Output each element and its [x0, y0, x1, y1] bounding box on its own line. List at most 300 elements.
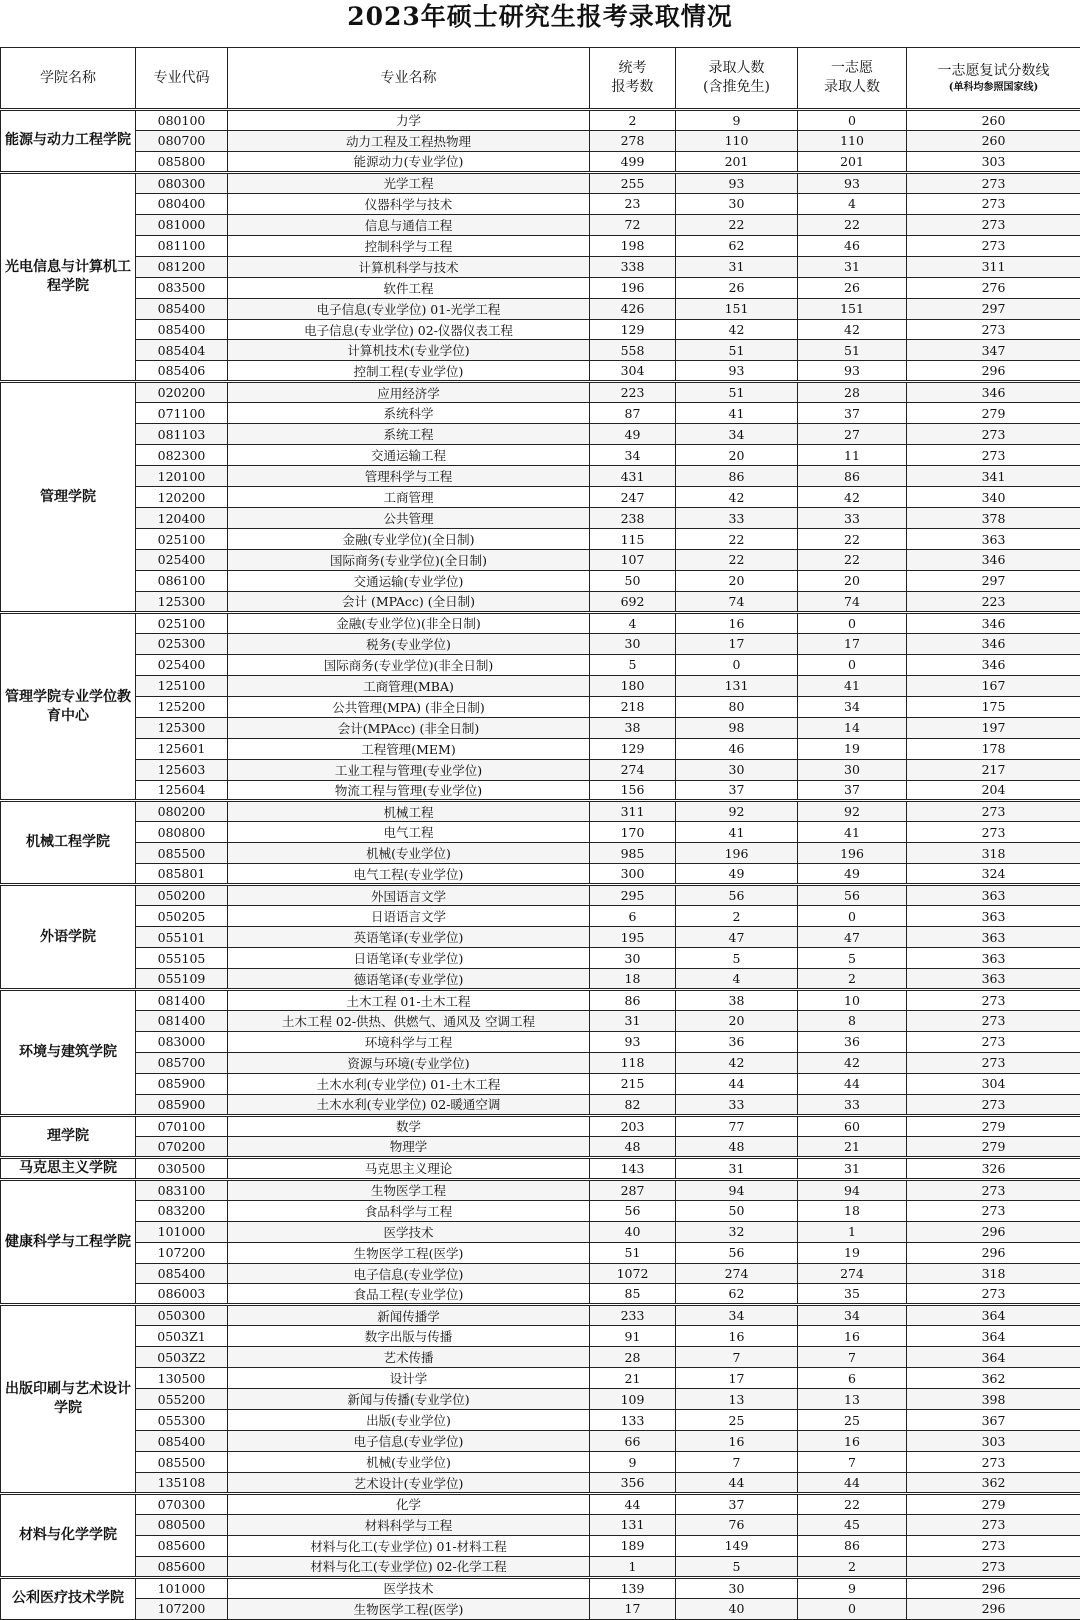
applicants-cell: 203 — [590, 1115, 676, 1136]
code-cell: 107200 — [136, 1598, 228, 1619]
admitted-cell: 20 — [676, 1010, 798, 1031]
code-cell: 083200 — [136, 1200, 228, 1221]
first-choice-cell: 37 — [798, 403, 907, 424]
code-cell: 081000 — [136, 214, 228, 235]
major-cell: 交通运输(专业学位) — [228, 570, 590, 591]
admitted-cell: 44 — [676, 1073, 798, 1094]
first-choice-cell: 22 — [798, 529, 907, 550]
admitted-cell: 131 — [676, 675, 798, 696]
cutoff-cell: 346 — [907, 654, 1080, 675]
table-row — [1, 1242, 1080, 1263]
admitted-cell: 37 — [676, 780, 798, 801]
admitted-cell: 42 — [676, 319, 798, 340]
first-choice-cell: 4 — [798, 193, 907, 214]
cutoff-cell: 363 — [907, 969, 1080, 990]
admitted-cell: 32 — [676, 1221, 798, 1242]
first-choice-cell: 26 — [798, 277, 907, 298]
code-cell: 0503Z2 — [136, 1347, 228, 1368]
cutoff-cell: 346 — [907, 382, 1080, 403]
major-cell: 物流工程与管理(专业学位) — [228, 780, 590, 801]
admitted-cell: 49 — [676, 864, 798, 885]
first-choice-cell: 86 — [798, 1535, 907, 1556]
major-cell: 动力工程及工程热物理 — [228, 130, 590, 151]
header-admitted: 录取人数 (含推免生) — [676, 48, 798, 110]
cutoff-cell: 167 — [907, 675, 1080, 696]
cutoff-cell: 311 — [907, 256, 1080, 277]
code-cell: 025100 — [136, 529, 228, 550]
major-cell: 机械(专业学位) — [228, 1452, 590, 1473]
cutoff-cell: 324 — [907, 864, 1080, 885]
table-row — [1, 1389, 1080, 1410]
first-choice-cell: 6 — [798, 1368, 907, 1389]
major-cell: 控制工程(专业学位) — [228, 361, 590, 382]
cutoff-cell: 363 — [907, 927, 1080, 948]
applicants-cell: 72 — [590, 214, 676, 235]
admitted-cell: 93 — [676, 361, 798, 382]
applicants-cell: 274 — [590, 759, 676, 780]
admitted-cell: 62 — [676, 1284, 798, 1305]
cutoff-cell: 364 — [907, 1326, 1080, 1347]
table-row — [1, 235, 1080, 256]
table-row — [1, 1305, 1080, 1326]
table-row — [1, 759, 1080, 780]
admitted-cell: 7 — [676, 1452, 798, 1473]
admitted-cell: 22 — [676, 529, 798, 550]
code-cell: 085800 — [136, 151, 228, 172]
cutoff-cell: 273 — [907, 235, 1080, 256]
cutoff-cell: 273 — [907, 822, 1080, 843]
header-cutoff-note: (单科均参照国家线) — [948, 82, 1039, 93]
table-row — [1, 675, 1080, 696]
admitted-cell: 56 — [676, 1242, 798, 1263]
cutoff-cell: 303 — [907, 151, 1080, 172]
admitted-cell: 34 — [676, 1305, 798, 1326]
applicants-cell: 66 — [590, 1431, 676, 1452]
table-row — [1, 214, 1080, 235]
admitted-cell: 42 — [676, 1052, 798, 1073]
major-cell: 力学 — [228, 110, 590, 131]
table-row — [1, 927, 1080, 948]
admitted-cell: 7 — [676, 1347, 798, 1368]
first-choice-cell: 151 — [798, 298, 907, 319]
table-row — [1, 633, 1080, 654]
cutoff-cell: 363 — [907, 948, 1080, 969]
table-row — [1, 906, 1080, 927]
first-choice-cell: 93 — [798, 361, 907, 382]
header-college: 学院名称 — [1, 48, 136, 110]
cutoff-cell: 260 — [907, 130, 1080, 151]
table-row — [1, 864, 1080, 885]
first-choice-cell: 2 — [798, 1556, 907, 1577]
applicants-cell: 238 — [590, 508, 676, 529]
admitted-cell: 86 — [676, 466, 798, 487]
major-cell: 金融(专业学位)(全日制) — [228, 529, 590, 550]
college-name-cell: 能源与动力工程学院 — [1, 110, 136, 173]
table-row — [1, 130, 1080, 151]
admitted-cell: 37 — [676, 1494, 798, 1515]
applicants-cell: 4 — [590, 612, 676, 633]
code-cell: 125200 — [136, 696, 228, 717]
code-cell: 055300 — [136, 1410, 228, 1431]
applicants-cell: 21 — [590, 1368, 676, 1389]
code-cell: 055200 — [136, 1389, 228, 1410]
major-cell: 计算机科学与技术 — [228, 256, 590, 277]
major-cell: 日语语言文学 — [228, 906, 590, 927]
admitted-cell: 94 — [676, 1179, 798, 1200]
code-cell: 085400 — [136, 298, 228, 319]
cutoff-cell: 341 — [907, 466, 1080, 487]
first-choice-cell: 28 — [798, 382, 907, 403]
table-row — [1, 193, 1080, 214]
applicants-cell: 1 — [590, 1556, 676, 1577]
first-choice-cell: 22 — [798, 214, 907, 235]
code-cell: 025100 — [136, 612, 228, 633]
applicants-cell: 278 — [590, 130, 676, 151]
college-name-cell: 公利医疗技术学院 — [1, 1577, 136, 1619]
code-cell: 070100 — [136, 1115, 228, 1136]
code-cell: 080100 — [136, 110, 228, 131]
major-cell: 数学 — [228, 1115, 590, 1136]
applicants-cell: 48 — [590, 1136, 676, 1157]
admitted-cell: 2 — [676, 906, 798, 927]
major-cell: 电子信息(专业学位) — [228, 1431, 590, 1452]
applicants-cell: 87 — [590, 403, 676, 424]
table-row — [1, 382, 1080, 403]
cutoff-cell: 346 — [907, 633, 1080, 654]
table-row — [1, 508, 1080, 529]
admitted-cell: 46 — [676, 738, 798, 759]
cutoff-cell: 273 — [907, 172, 1080, 193]
applicants-cell: 18 — [590, 969, 676, 990]
code-cell: 030500 — [136, 1157, 228, 1179]
cutoff-cell: 367 — [907, 1410, 1080, 1431]
first-choice-cell: 5 — [798, 948, 907, 969]
major-cell: 食品科学与工程 — [228, 1200, 590, 1221]
table-row — [1, 445, 1080, 466]
first-choice-cell: 37 — [798, 780, 907, 801]
cutoff-cell: 279 — [907, 1115, 1080, 1136]
admitted-cell: 17 — [676, 633, 798, 654]
code-cell: 085406 — [136, 361, 228, 382]
major-cell: 交通运输工程 — [228, 445, 590, 466]
code-cell: 085801 — [136, 864, 228, 885]
applicants-cell: 356 — [590, 1473, 676, 1494]
code-cell: 101000 — [136, 1221, 228, 1242]
code-cell: 083000 — [136, 1031, 228, 1052]
admitted-cell: 16 — [676, 1431, 798, 1452]
first-choice-cell: 16 — [798, 1431, 907, 1452]
cutoff-cell: 273 — [907, 1179, 1080, 1200]
college-name-cell: 光电信息与计算机工程学院 — [1, 172, 136, 382]
admitted-cell: 77 — [676, 1115, 798, 1136]
code-cell: 025400 — [136, 550, 228, 571]
table-row — [1, 1073, 1080, 1094]
cutoff-cell: 273 — [907, 319, 1080, 340]
table-row — [1, 1577, 1080, 1598]
cutoff-cell: 296 — [907, 1577, 1080, 1598]
admitted-cell: 30 — [676, 193, 798, 214]
admitted-cell: 0 — [676, 654, 798, 675]
first-choice-cell: 92 — [798, 801, 907, 822]
code-cell: 085400 — [136, 1263, 228, 1284]
college-name-cell: 出版印刷与艺术设计学院 — [1, 1305, 136, 1494]
code-cell: 080300 — [136, 172, 228, 193]
cutoff-cell: 318 — [907, 1263, 1080, 1284]
first-choice-cell: 0 — [798, 906, 907, 927]
code-cell: 050200 — [136, 885, 228, 906]
code-cell: 081100 — [136, 235, 228, 256]
major-cell: 马克思主义理论 — [228, 1157, 590, 1179]
major-cell: 系统科学 — [228, 403, 590, 424]
cutoff-cell: 273 — [907, 1094, 1080, 1115]
applicants-cell: 38 — [590, 717, 676, 738]
code-cell: 085900 — [136, 1094, 228, 1115]
code-cell: 130500 — [136, 1368, 228, 1389]
cutoff-cell: 273 — [907, 1031, 1080, 1052]
cutoff-cell: 273 — [907, 193, 1080, 214]
applicants-cell: 129 — [590, 319, 676, 340]
table-row — [1, 361, 1080, 382]
cutoff-cell: 340 — [907, 487, 1080, 508]
cutoff-cell: 260 — [907, 110, 1080, 131]
code-cell: 120200 — [136, 487, 228, 508]
first-choice-cell: 22 — [798, 550, 907, 571]
applicants-cell: 30 — [590, 948, 676, 969]
header-first-choice: 一志愿 录取人数 — [798, 48, 907, 110]
admitted-cell: 38 — [676, 990, 798, 1011]
cutoff-cell: 273 — [907, 1052, 1080, 1073]
college-name-cell: 机械工程学院 — [1, 801, 136, 885]
applicants-cell: 86 — [590, 990, 676, 1011]
admission-table — [0, 47, 1080, 1620]
first-choice-cell: 34 — [798, 1305, 907, 1326]
applicants-cell: 300 — [590, 864, 676, 885]
major-cell: 工商管理(MBA) — [228, 675, 590, 696]
first-choice-cell: 51 — [798, 340, 907, 361]
cutoff-cell: 273 — [907, 1556, 1080, 1577]
cutoff-cell: 362 — [907, 1368, 1080, 1389]
applicants-cell: 198 — [590, 235, 676, 256]
table-row — [1, 990, 1080, 1011]
code-cell: 020200 — [136, 382, 228, 403]
code-cell: 080500 — [136, 1514, 228, 1535]
major-cell: 工业工程与管理(专业学位) — [228, 759, 590, 780]
admitted-cell: 20 — [676, 570, 798, 591]
first-choice-cell: 22 — [798, 1494, 907, 1515]
admitted-cell: 41 — [676, 822, 798, 843]
major-cell: 外国语言文学 — [228, 885, 590, 906]
admitted-cell: 9 — [676, 110, 798, 131]
major-cell: 医学技术 — [228, 1577, 590, 1598]
table-row — [1, 110, 1080, 131]
major-cell: 电气工程(专业学位) — [228, 864, 590, 885]
table-row — [1, 969, 1080, 990]
cutoff-cell: 304 — [907, 1073, 1080, 1094]
admitted-cell: 93 — [676, 172, 798, 193]
first-choice-cell: 56 — [798, 885, 907, 906]
applicants-cell: 247 — [590, 487, 676, 508]
table-row — [1, 948, 1080, 969]
code-cell: 085400 — [136, 319, 228, 340]
table-row — [1, 801, 1080, 822]
code-cell: 080400 — [136, 193, 228, 214]
admitted-cell: 30 — [676, 759, 798, 780]
table-body — [1, 110, 1080, 1620]
applicants-cell: 143 — [590, 1157, 676, 1179]
table-row — [1, 466, 1080, 487]
admitted-cell: 4 — [676, 969, 798, 990]
code-cell: 055105 — [136, 948, 228, 969]
college-name-cell: 环境与建筑学院 — [1, 990, 136, 1116]
admitted-cell: 196 — [676, 843, 798, 864]
table-row — [1, 1179, 1080, 1200]
major-cell: 德语笔译(专业学位) — [228, 969, 590, 990]
cutoff-cell: 296 — [907, 1221, 1080, 1242]
cutoff-cell: 363 — [907, 906, 1080, 927]
table-row — [1, 1347, 1080, 1368]
code-cell: 025300 — [136, 633, 228, 654]
applicants-cell: 85 — [590, 1284, 676, 1305]
major-cell: 材料与化工(专业学位) 02-化学工程 — [228, 1556, 590, 1577]
admitted-cell: 80 — [676, 696, 798, 717]
cutoff-cell: 297 — [907, 298, 1080, 319]
major-cell: 土木水利(专业学位) 01-土木工程 — [228, 1073, 590, 1094]
major-cell: 国际商务(专业学位)(非全日制) — [228, 654, 590, 675]
table-row — [1, 1598, 1080, 1619]
major-cell: 日语笔译(专业学位) — [228, 948, 590, 969]
first-choice-cell: 45 — [798, 1514, 907, 1535]
table-row — [1, 570, 1080, 591]
major-cell: 电气工程 — [228, 822, 590, 843]
first-choice-cell: 44 — [798, 1073, 907, 1094]
admitted-cell: 13 — [676, 1389, 798, 1410]
admitted-cell: 62 — [676, 235, 798, 256]
major-cell: 医学技术 — [228, 1221, 590, 1242]
cutoff-cell: 175 — [907, 696, 1080, 717]
major-cell: 公共管理 — [228, 508, 590, 529]
admitted-cell: 151 — [676, 298, 798, 319]
table-row — [1, 1010, 1080, 1031]
first-choice-cell: 31 — [798, 256, 907, 277]
admitted-cell: 22 — [676, 550, 798, 571]
table-row — [1, 717, 1080, 738]
first-choice-cell: 2 — [798, 969, 907, 990]
cutoff-cell: 279 — [907, 1136, 1080, 1157]
cutoff-cell: 363 — [907, 529, 1080, 550]
major-cell: 国际商务(专业学位)(全日制) — [228, 550, 590, 571]
cutoff-cell: 273 — [907, 1200, 1080, 1221]
major-cell: 设计学 — [228, 1368, 590, 1389]
college-name-cell: 外语学院 — [1, 885, 136, 990]
cutoff-cell: 326 — [907, 1157, 1080, 1179]
code-cell: 125604 — [136, 780, 228, 801]
major-cell: 系统工程 — [228, 424, 590, 445]
first-choice-cell: 14 — [798, 717, 907, 738]
cutoff-cell: 273 — [907, 214, 1080, 235]
code-cell: 120400 — [136, 508, 228, 529]
applicants-cell: 50 — [590, 570, 676, 591]
applicants-cell: 311 — [590, 801, 676, 822]
first-choice-cell: 196 — [798, 843, 907, 864]
college-name-cell: 健康科学与工程学院 — [1, 1179, 136, 1305]
applicants-cell: 131 — [590, 1514, 676, 1535]
first-choice-cell: 18 — [798, 1200, 907, 1221]
cutoff-cell: 346 — [907, 612, 1080, 633]
cutoff-cell: 279 — [907, 403, 1080, 424]
first-choice-cell: 44 — [798, 1473, 907, 1494]
first-choice-cell: 42 — [798, 1052, 907, 1073]
major-cell: 化学 — [228, 1494, 590, 1515]
first-choice-cell: 60 — [798, 1115, 907, 1136]
admitted-cell: 41 — [676, 403, 798, 424]
code-cell: 085500 — [136, 843, 228, 864]
applicants-cell: 499 — [590, 151, 676, 172]
applicants-cell: 215 — [590, 1073, 676, 1094]
first-choice-cell: 9 — [798, 1577, 907, 1598]
major-cell: 会计(MPAcc) (非全日制) — [228, 717, 590, 738]
cutoff-cell: 273 — [907, 424, 1080, 445]
applicants-cell: 56 — [590, 1200, 676, 1221]
first-choice-cell: 8 — [798, 1010, 907, 1031]
applicants-cell: 30 — [590, 633, 676, 654]
first-choice-cell: 47 — [798, 927, 907, 948]
code-cell: 120100 — [136, 466, 228, 487]
table-row — [1, 298, 1080, 319]
major-cell: 软件工程 — [228, 277, 590, 298]
major-cell: 生物医学工程(医学) — [228, 1242, 590, 1263]
table-row — [1, 1494, 1080, 1515]
first-choice-cell: 33 — [798, 1094, 907, 1115]
header-code: 专业代码 — [136, 48, 228, 110]
table-row — [1, 591, 1080, 612]
major-cell: 光学工程 — [228, 172, 590, 193]
first-choice-cell: 46 — [798, 235, 907, 256]
first-choice-cell: 42 — [798, 487, 907, 508]
cutoff-cell: 362 — [907, 1473, 1080, 1494]
table-row — [1, 172, 1080, 193]
first-choice-cell: 110 — [798, 130, 907, 151]
college-name-cell: 马克思主义学院 — [1, 1157, 136, 1179]
table-row — [1, 1221, 1080, 1242]
header-cutoff-label: 一志愿复试分数线 — [937, 63, 1050, 79]
first-choice-cell: 1 — [798, 1221, 907, 1242]
admitted-cell: 36 — [676, 1031, 798, 1052]
applicants-cell: 34 — [590, 445, 676, 466]
applicants-cell: 156 — [590, 780, 676, 801]
admitted-cell: 149 — [676, 1535, 798, 1556]
admitted-cell: 44 — [676, 1473, 798, 1494]
table-row — [1, 424, 1080, 445]
table-row — [1, 277, 1080, 298]
admitted-cell: 20 — [676, 445, 798, 466]
applicants-cell: 692 — [590, 591, 676, 612]
code-cell: 107200 — [136, 1242, 228, 1263]
table-row — [1, 256, 1080, 277]
code-cell: 085500 — [136, 1452, 228, 1473]
major-cell: 艺术传播 — [228, 1347, 590, 1368]
table-row — [1, 151, 1080, 172]
table-row — [1, 403, 1080, 424]
table-row — [1, 1157, 1080, 1179]
admitted-cell: 34 — [676, 424, 798, 445]
first-choice-cell: 25 — [798, 1410, 907, 1431]
cutoff-cell: 273 — [907, 990, 1080, 1011]
code-cell: 081400 — [136, 990, 228, 1011]
major-cell: 计算机技术(专业学位) — [228, 340, 590, 361]
major-cell: 物理学 — [228, 1136, 590, 1157]
table-row — [1, 1514, 1080, 1535]
cutoff-cell: 273 — [907, 1284, 1080, 1305]
